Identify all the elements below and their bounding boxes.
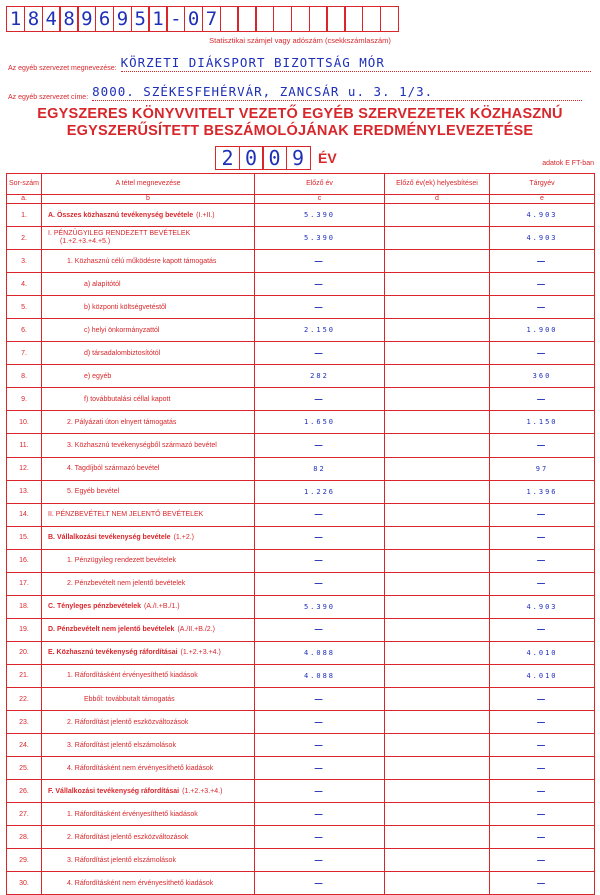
current-year-value[interactable]: — [490, 872, 595, 895]
table-header-row [7, 174, 595, 195]
correction-value[interactable] [385, 319, 490, 342]
row-label [42, 826, 255, 849]
prev-year-value[interactable]: — [255, 711, 385, 734]
row-label-formula: (1.+2.+3.+4.+5.) [60, 238, 111, 246]
prev-year-value[interactable]: — [255, 388, 385, 411]
table-row [7, 572, 595, 595]
current-year-value[interactable]: — [490, 503, 595, 526]
prev-year-value[interactable]: 282 [255, 365, 385, 388]
row-label-text: f) továbbutalási céllal kapott [84, 395, 171, 403]
prev-year-value[interactable]: — [255, 734, 385, 757]
row-label-text: 4. Tagdíjból származó bevétel [67, 465, 160, 473]
prev-year-value[interactable]: — [255, 549, 385, 572]
table-row [7, 227, 595, 250]
stat-number-digit[interactable] [362, 6, 381, 32]
header-current-year: Tárgyév [490, 174, 595, 195]
stat-number-digit[interactable] [220, 6, 239, 32]
row-label-text: a) alapítótól [84, 280, 121, 288]
current-year-value[interactable]: — [490, 734, 595, 757]
table-row [7, 457, 595, 480]
row-label [42, 296, 255, 319]
income-statement-table [6, 173, 595, 895]
table-row [7, 826, 595, 849]
stat-number-digit[interactable] [326, 6, 345, 32]
row-label-formula: (1.+2.+3.+4.) [180, 649, 221, 657]
prev-year-value[interactable]: — [255, 849, 385, 872]
row-label-text: 4. Ráfordításként nem érvényesíthető kiadások [67, 764, 214, 772]
row-label [42, 641, 255, 664]
table-row [7, 296, 595, 319]
table-row [7, 734, 595, 757]
correction-value[interactable] [385, 687, 490, 710]
row-label [42, 503, 255, 526]
table-row [7, 503, 595, 526]
table-row [7, 480, 595, 503]
stat-number-boxes [6, 6, 398, 32]
prev-year-value[interactable]: 2.150 [255, 319, 385, 342]
current-year-value[interactable]: — [490, 572, 595, 595]
correction-value[interactable] [385, 849, 490, 872]
org-address-value[interactable]: 8000. SZÉKESFEHÉRVÁR, ZANCSÁR u. 3. 1/3. [92, 84, 582, 101]
correction-value[interactable] [385, 480, 490, 503]
prev-year-value[interactable]: — [255, 526, 385, 549]
row-label-formula: (I.+II.) [196, 211, 215, 219]
correction-value[interactable] [385, 296, 490, 319]
row-label-text: 5. Egyéb bevétel [67, 488, 120, 496]
table-row [7, 273, 595, 296]
table-row [7, 549, 595, 572]
row-label [42, 480, 255, 503]
prev-year-value[interactable]: — [255, 618, 385, 641]
row-label-text: 3. Ráfordítást jelentő elszámolások [67, 741, 176, 749]
row-label-text: F. Vállalkozási tevékenység ráfordításai [48, 787, 180, 795]
row-number: 21. [7, 664, 42, 687]
table-row [7, 711, 595, 734]
org-name-value[interactable]: KÖRZETI DIÁKSPORT BIZOTTSÁG MÓR [121, 55, 591, 72]
prev-year-value[interactable]: — [255, 296, 385, 319]
row-number: 16. [7, 549, 42, 572]
current-year-value[interactable]: — [490, 687, 595, 710]
correction-value[interactable] [385, 434, 490, 457]
table-row [7, 595, 595, 618]
row-number: 17. [7, 572, 42, 595]
prev-year-value[interactable]: — [255, 757, 385, 780]
correction-value[interactable] [385, 618, 490, 641]
row-label-text: 1. Ráfordításként érvényesíthető kiadások [67, 672, 198, 680]
stat-number-digit[interactable] [255, 6, 274, 32]
stat-number-digit[interactable]: 4 [42, 6, 61, 32]
stat-number-digit[interactable]: 8 [24, 6, 43, 32]
table-row [7, 641, 595, 664]
row-label [42, 595, 255, 618]
correction-value[interactable] [385, 664, 490, 687]
row-number: 23. [7, 711, 42, 734]
row-number: 1. [7, 204, 42, 227]
stat-number-digit[interactable]: 9 [77, 6, 96, 32]
row-label-text: 2. Pályázati úton elnyert támogatás [67, 418, 177, 426]
row-label-text: d) társadalombiztosítótól [84, 349, 161, 357]
table-row [7, 664, 595, 687]
row-label [42, 734, 255, 757]
row-label [42, 849, 255, 872]
current-year-value[interactable]: 4.903 [490, 227, 595, 250]
row-number: 29. [7, 849, 42, 872]
row-label-text: 3. Ráfordítást jelentő elszámolások [67, 856, 176, 864]
current-year-value[interactable]: 4.903 [490, 595, 595, 618]
prev-year-value[interactable]: 1.650 [255, 411, 385, 434]
table-row [7, 526, 595, 549]
prev-year-value[interactable]: — [255, 826, 385, 849]
table-row [7, 687, 595, 710]
correction-value[interactable] [385, 365, 490, 388]
row-label [42, 687, 255, 710]
stat-number-digit[interactable]: 1 [6, 6, 25, 32]
prev-year-value[interactable]: — [255, 342, 385, 365]
table-row [7, 757, 595, 780]
row-number: 5. [7, 296, 42, 319]
stat-number-digit[interactable]: - [166, 6, 185, 32]
row-label [42, 803, 255, 826]
correction-value[interactable] [385, 457, 490, 480]
stat-number-digit[interactable] [237, 6, 256, 32]
row-label [42, 572, 255, 595]
prev-year-value[interactable]: — [255, 503, 385, 526]
row-label-text: c) helyi önkormányzattól [84, 326, 160, 334]
current-year-value[interactable]: — [490, 342, 595, 365]
stat-number-digit[interactable] [273, 6, 292, 32]
current-year-value[interactable]: — [490, 849, 595, 872]
current-year-value[interactable]: — [490, 757, 595, 780]
current-year-value[interactable]: 360 [490, 365, 595, 388]
current-year-value[interactable]: 1.150 [490, 411, 595, 434]
row-label [42, 434, 255, 457]
current-year-value[interactable]: 4.010 [490, 641, 595, 664]
prev-year-value[interactable]: — [255, 273, 385, 296]
year-digit[interactable]: 9 [286, 146, 311, 170]
correction-value[interactable] [385, 572, 490, 595]
row-label [42, 365, 255, 388]
current-year-value[interactable]: 4.010 [490, 664, 595, 687]
header-row-num: Sor-szám [7, 174, 42, 195]
prev-year-value[interactable]: — [255, 687, 385, 710]
stat-number-caption: Statisztikai számjel vagy adószám (csekkszámlaszám) [209, 36, 391, 45]
correction-value[interactable] [385, 342, 490, 365]
table-row [7, 434, 595, 457]
prev-year-value[interactable]: 82 [255, 457, 385, 480]
table-row [7, 872, 595, 895]
row-label [42, 872, 255, 895]
current-year-value[interactable]: — [490, 434, 595, 457]
table-row [7, 803, 595, 826]
column-letter: b [42, 195, 255, 204]
prev-year-value[interactable]: 1.226 [255, 480, 385, 503]
row-label-text: I. PÉNZÜGYILEG RENDEZETT BEVÉTELEK [48, 230, 191, 238]
prev-year-value[interactable]: — [255, 780, 385, 803]
header-prev-year: Előző év [255, 174, 385, 195]
prev-year-value[interactable]: — [255, 434, 385, 457]
row-label-text: b) központi költségvetéstől [84, 303, 167, 311]
stat-number-digit[interactable]: 5 [131, 6, 150, 32]
year-digit[interactable]: 2 [215, 146, 240, 170]
row-label [42, 342, 255, 365]
current-year-value[interactable]: — [490, 711, 595, 734]
row-label-text: D. Pénzbevételt nem jelentő bevételek [48, 626, 175, 634]
stat-number-digit[interactable] [380, 6, 399, 32]
current-year-value[interactable]: 1.396 [490, 480, 595, 503]
row-number: 27. [7, 803, 42, 826]
correction-value[interactable] [385, 388, 490, 411]
correction-value[interactable] [385, 526, 490, 549]
prev-year-value[interactable]: 4.088 [255, 664, 385, 687]
row-number: 3. [7, 250, 42, 273]
row-number: 9. [7, 388, 42, 411]
correction-value[interactable] [385, 595, 490, 618]
correction-value[interactable] [385, 780, 490, 803]
row-label [42, 780, 255, 803]
table-row [7, 319, 595, 342]
current-year-value[interactable]: — [490, 780, 595, 803]
stat-number-digit[interactable]: 6 [95, 6, 114, 32]
column-letter: d [385, 195, 490, 204]
correction-value[interactable] [385, 872, 490, 895]
row-label-text: 2. Ráfordítást jelentő eszközváltozások [67, 718, 189, 726]
correction-value[interactable] [385, 204, 490, 227]
row-label-text: A. Összes közhasznú tevékenység bevétele [48, 211, 194, 219]
stat-number-digit[interactable] [291, 6, 310, 32]
column-letter: c [255, 195, 385, 204]
table-row [7, 342, 595, 365]
row-label-text: II. PÉNZBEVÉTELT NEM JELENTŐ BEVÉTELEK [48, 511, 204, 519]
row-number: 28. [7, 826, 42, 849]
table-row [7, 365, 595, 388]
column-letter: e [490, 195, 595, 204]
row-number: 14. [7, 503, 42, 526]
row-label [42, 250, 255, 273]
stat-number-digit[interactable]: 0 [184, 6, 203, 32]
row-label-text: 2. Ráfordítást jelentő eszközváltozások [67, 833, 189, 841]
prev-year-value[interactable]: — [255, 872, 385, 895]
row-label-formula: (A./II.+B./2.) [177, 626, 215, 634]
stat-number-digit[interactable]: 1 [148, 6, 167, 32]
org-address-label: Az egyéb szervezet címe: [8, 94, 89, 101]
column-letter: a. [7, 195, 42, 204]
unit-note: adatok E FT-ban [542, 160, 594, 167]
org-name-line [8, 55, 591, 72]
stat-number-digit[interactable]: 8 [59, 6, 78, 32]
correction-value[interactable] [385, 227, 490, 250]
correction-value[interactable] [385, 411, 490, 434]
row-label [42, 388, 255, 411]
row-number: 30. [7, 872, 42, 895]
current-year-value[interactable]: — [490, 803, 595, 826]
current-year-value[interactable]: 4.903 [490, 204, 595, 227]
correction-value[interactable] [385, 757, 490, 780]
header-correction: Előző év(ek) helyesbítései [385, 174, 490, 195]
row-label-text: 1. Ráfordításként érvényesíthető kiadások [67, 810, 198, 818]
row-label [42, 711, 255, 734]
row-number: 26. [7, 780, 42, 803]
row-label-text: 1. Közhasznú célú működésre kapott támogatás [67, 257, 217, 265]
current-year-value[interactable]: — [490, 618, 595, 641]
year-box [215, 146, 337, 170]
correction-value[interactable] [385, 503, 490, 526]
row-label-formula: (1.+2.) [173, 534, 195, 542]
row-number: 7. [7, 342, 42, 365]
row-label-text: C. Tényleges pénzbevételek [48, 603, 141, 611]
row-number: 4. [7, 273, 42, 296]
row-label [42, 618, 255, 641]
row-label [42, 411, 255, 434]
prev-year-value[interactable]: — [255, 572, 385, 595]
prev-year-value[interactable]: 5.390 [255, 227, 385, 250]
form-title-line2: EGYSZERŰSÍTETT BESZÁMOLÓJÁNAK EREDMÉNYLEVEZETÉSE [66, 123, 534, 139]
stat-number-digit[interactable] [309, 6, 328, 32]
row-number: 6. [7, 319, 42, 342]
row-number: 11. [7, 434, 42, 457]
current-year-value[interactable]: — [490, 526, 595, 549]
stat-number-digit[interactable]: 7 [202, 6, 221, 32]
correction-value[interactable] [385, 273, 490, 296]
table-row [7, 204, 595, 227]
prev-year-value[interactable]: 5.390 [255, 204, 385, 227]
row-number: 24. [7, 734, 42, 757]
row-number: 20. [7, 641, 42, 664]
row-number: 15. [7, 526, 42, 549]
row-number: 18. [7, 595, 42, 618]
prev-year-value[interactable]: — [255, 250, 385, 273]
current-year-value[interactable]: — [490, 273, 595, 296]
current-year-value[interactable]: — [490, 826, 595, 849]
current-year-value[interactable]: — [490, 250, 595, 273]
row-label [42, 273, 255, 296]
table-row [7, 618, 595, 641]
table-row [7, 250, 595, 273]
year-suffix: ÉV [318, 150, 337, 166]
row-label [42, 227, 255, 250]
row-number: 25. [7, 757, 42, 780]
current-year-value[interactable]: — [490, 549, 595, 572]
prev-year-value[interactable]: 5.390 [255, 595, 385, 618]
row-label [42, 204, 255, 227]
row-number: 8. [7, 365, 42, 388]
row-number: 19. [7, 618, 42, 641]
row-label-text: 4. Ráfordításként nem érvényesíthető kiadások [67, 879, 214, 887]
correction-value[interactable] [385, 711, 490, 734]
row-label-formula: (A./I.+B./1.) [143, 603, 180, 611]
org-name-label: Az egyéb szervezet megnevezése: [8, 65, 117, 72]
row-label [42, 757, 255, 780]
row-label [42, 319, 255, 342]
row-label-text: E. Közhasznú tevékenység ráfordításai [48, 649, 178, 657]
row-label [42, 526, 255, 549]
row-number: 2. [7, 227, 42, 250]
current-year-value[interactable]: 97 [490, 457, 595, 480]
table-row [7, 780, 595, 803]
table-row [7, 411, 595, 434]
year-digit[interactable]: 0 [239, 146, 264, 170]
prev-year-value[interactable]: 4.088 [255, 641, 385, 664]
row-label [42, 664, 255, 687]
table-row [7, 388, 595, 411]
current-year-value[interactable]: 1.900 [490, 319, 595, 342]
current-year-value[interactable]: — [490, 388, 595, 411]
correction-value[interactable] [385, 641, 490, 664]
row-label [42, 457, 255, 480]
column-letter-row [7, 195, 595, 204]
stat-number-digit[interactable] [344, 6, 363, 32]
prev-year-value[interactable]: — [255, 803, 385, 826]
row-label-formula: (1.+2.+3.+4.) [182, 787, 223, 795]
row-number: 22. [7, 687, 42, 710]
correction-value[interactable] [385, 803, 490, 826]
stat-number-digit[interactable]: 9 [113, 6, 132, 32]
form-title-line1: EGYSZERES KÖNYVVITELT VEZETŐ EGYÉB SZERVEZETEK KÖZHASZNÚ [37, 106, 563, 122]
header-item: A tétel megnevezése [42, 174, 255, 195]
row-number: 10. [7, 411, 42, 434]
row-label [42, 549, 255, 572]
org-address-line [8, 84, 582, 101]
row-label-text: Ebből: továbbutalt támogatás [84, 695, 175, 703]
row-label-text: 1. Pénzügyileg rendezett bevételek [67, 557, 176, 565]
correction-value[interactable] [385, 250, 490, 273]
current-year-value[interactable]: — [490, 296, 595, 319]
correction-value[interactable] [385, 826, 490, 849]
table-row [7, 849, 595, 872]
row-number: 12. [7, 457, 42, 480]
row-label-text: B. Vállalkozási tevékenység bevétele [48, 534, 171, 542]
row-label-text: 3. Közhasznú tevékenységből származó bevétel [67, 441, 217, 449]
row-number: 13. [7, 480, 42, 503]
row-label-text: 2. Pénzbevételt nem jelentő bevételek [67, 580, 186, 588]
year-digit[interactable]: 0 [262, 146, 287, 170]
correction-value[interactable] [385, 549, 490, 572]
correction-value[interactable] [385, 734, 490, 757]
row-label-text: e) egyéb [84, 372, 112, 380]
